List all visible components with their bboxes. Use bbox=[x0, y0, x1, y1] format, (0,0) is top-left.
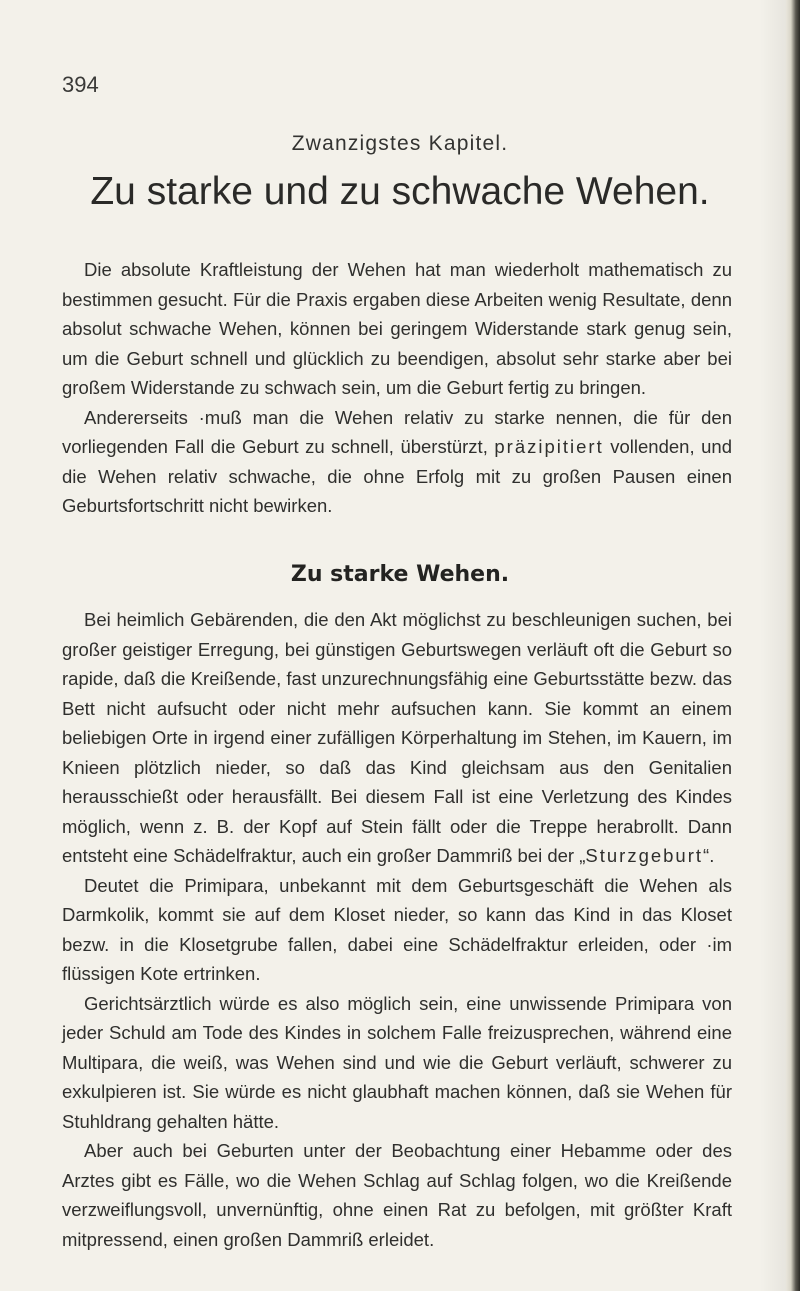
paragraph bbox=[62, 403, 732, 521]
text-run: vollenden, und die Wehen relativ schwache, die ohne Erfolg mit zu großen Pausen einen Geburtsfortschritt nicht bewirken. bbox=[62, 436, 732, 516]
chapter-label: Zwanzigstes Kapitel. bbox=[291, 132, 509, 155]
section-text bbox=[62, 605, 732, 1254]
section-heading: Zu starke Wehen. bbox=[290, 562, 510, 587]
text-run: Bei heimlich Gebärenden, die den Akt möglichst zu beschleunigen suchen, bei großer geistiger Erregung, bei günstigen Geburtswegen verläuft oft die Geburt so rapide, daß die Kreißende, fast unzurechnungsfähig eine Geburtsstätte bezw. das Bett nicht aufsucht oder nicht mehr aufsuchen kann. Sie kommt an einem beliebigen Orte in irgend einer zufälligen Körperhaltung im Stehen, im Kauern, im Knieen plötzlich nieder, so daß das Kind gleichsam aus den Genitalien herausschießt oder herausfällt. Bei diesem Fall ist eine Verletzung des Kindes möglich, wenn z. B. der Kopf auf Stein fällt oder die Treppe herabrollt. Dann entsteht eine Schädelfraktur, auch ein großer Dammriß bei der „ bbox=[62, 609, 732, 866]
paragraph bbox=[62, 605, 732, 871]
paragraph: Die absolute Kraftleistung der Wehen hat man wiederholt mathematisch zu bestimmen gesucht. Für die Praxis ergaben diese Arbeiten wenig Resultate, denn absolut schwache Wehen, können bei geringem Widerstande stark genug sein, um die Geburt schnell und glücklich zu beendigen, absolut sehr starke aber bei großem Widerstande zu schwach sein, um die Geburt fertig zu bringen. bbox=[62, 259, 732, 398]
intro-text bbox=[62, 255, 732, 521]
emphasized-term: präzipitiert bbox=[494, 436, 604, 457]
text-run: “. bbox=[703, 845, 715, 866]
paragraph: Gerichtsärztlich würde es also möglich sein, eine unwissende Primipara von jeder Schuld am Tode des Kindes in solchem Falle freizusprechen, während eine Multipara, die weiß, was Wehen sind und wie die Geburt verläuft, schwerer zu exkulpieren ist. Sie würde es nicht glaubhaft machen können, daß sie Wehen für Stuhldrang gehalten hätte. bbox=[62, 992, 732, 1132]
paragraph: Aber auch bei Geburten unter der Beobachtung einer Hebamme oder des Arztes gibt es Fälle, wo die Wehen Schlag auf Schlag folgen, wo die Kreißende verzweiflungsvoll, unvernünftig, ohne einen Rat zu befolgen, mit größter Kraft mitpressend, einen großen Dammriß erleidet. bbox=[62, 1140, 732, 1250]
page-number: 394 bbox=[62, 72, 99, 97]
paragraph: Deutet die Primipara, unbekannt mit dem Geburtsgeschäft die Wehen als Darmkolik, kommt sie auf dem Kloset nieder, so kann das Kind in das Kloset bezw. in die Klosetgrube fallen, dabei eine Schädelfraktur erleiden, oder ·im flüssigen Kote ertrinken. bbox=[62, 874, 732, 984]
chapter-title: Zu starke und zu schwache Wehen. bbox=[90, 170, 710, 213]
text-run: Andererseits ·muß man die Wehen relativ zu starke nennen, die für den vorliegenden Fall die Geburt zu schnell, überstürzt, bbox=[62, 406, 732, 457]
emphasized-term: Sturzgeburt bbox=[585, 845, 704, 866]
